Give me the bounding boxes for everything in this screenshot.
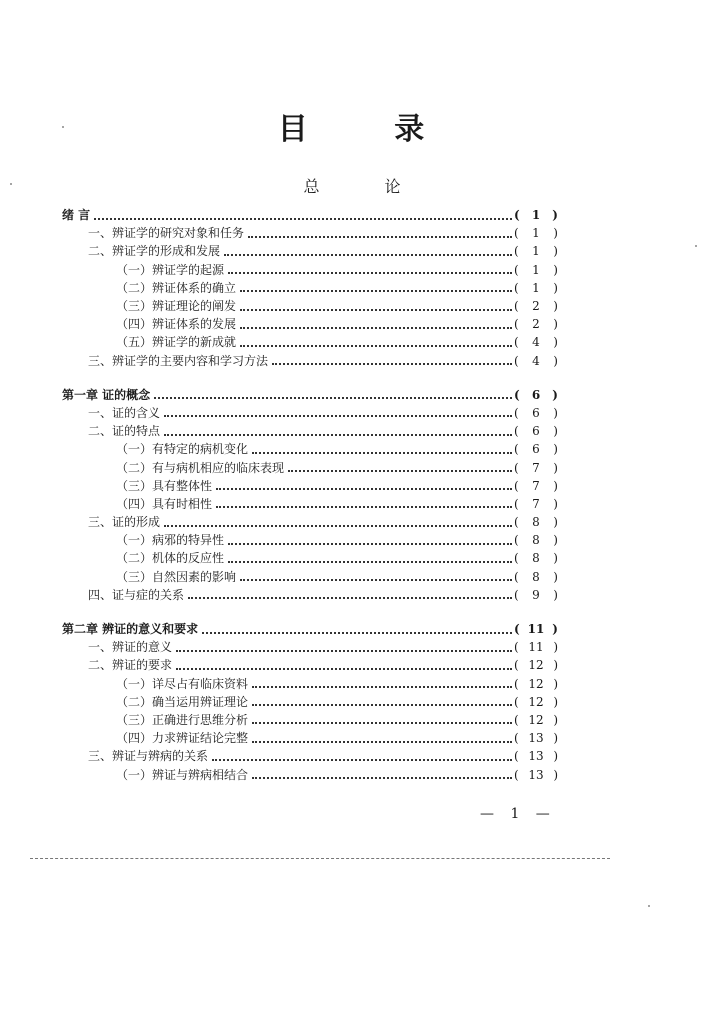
toc-subsection-row [62,531,558,549]
toc-page-ref: ( 13 ) [514,749,558,764]
toc-page-ref: ( 6 ) [514,405,558,420]
toc-entry-title: （三）具有整体性 [116,478,213,493]
page-number: — 1 — [480,806,556,822]
toc-page-ref: ( 1 ) [514,208,558,223]
page-title: 目 录 [277,112,463,147]
toc-entry-title: （三）正确进行思维分析 [116,712,249,727]
toc-page-ref: ( 1 ) [514,262,558,277]
toc-entry-title: （四）具有时相性 [116,496,213,511]
toc-section-row [62,422,558,440]
toc-subsection-row [62,261,558,279]
toc-page-number: 13 [528,731,544,746]
toc-page-ref: ( 8 ) [514,569,558,584]
dot-leader [188,596,512,599]
dot-leader [252,776,512,779]
toc-page-ref: ( 7 ) [514,460,558,475]
toc-subsection-row [62,693,558,711]
toc-chapter-row [62,386,558,404]
toc-page-number: 1 [532,280,540,295]
toc-subsection-row [62,711,558,729]
dot-leader [154,396,512,399]
toc-entry-title: （五）辨证学的新成就 [116,335,237,350]
toc-page-ref: ( 11 ) [514,640,558,655]
toc-page-number: 8 [532,515,540,530]
toc-page-ref: ( 13 ) [514,767,558,782]
toc-entry-title: （一）有特定的病机变化 [116,442,249,457]
toc-page-number: 11 [528,640,544,655]
toc-page-ref: ( 9 ) [514,587,558,602]
dot-leader [252,721,512,724]
toc-entry-title: （二）辨证体系的确立 [116,280,237,295]
toc-page-ref: ( 6 ) [514,442,558,457]
table-of-contents [62,206,558,784]
toc-subsection-row [62,458,558,476]
toc-entry-title: 三、辨证与辨病的关系 [88,749,209,764]
toc-page-number: 11 [527,622,545,637]
toc-page-ref: ( 2 ) [514,317,558,332]
toc-section-row [62,656,558,674]
toc-page-number: 6 [531,387,541,402]
toc-entry-title: （四）力求辨证结论完整 [116,731,249,746]
scan-speck [62,126,64,128]
toc-page-number: 4 [532,353,540,368]
toc-page-number: 4 [532,335,540,350]
toc-page-ref: ( 12 ) [514,694,558,709]
toc-page-number: 1 [532,226,540,241]
dot-leader [252,740,512,743]
toc-entry-title: 二、辨证的要求 [88,658,173,673]
toc-subsection-row [62,297,558,315]
toc-page-ref: ( 1 ) [514,244,558,259]
toc-page-number: 12 [528,658,544,673]
dot-leader [164,433,512,436]
toc-entry-title: （四）辨证体系的发展 [116,317,237,332]
dot-leader [248,235,512,238]
toc-section-row [62,513,558,531]
dot-leader [176,667,512,670]
toc-page-ref: ( 2 ) [514,299,558,314]
toc-page-number: 13 [528,749,544,764]
toc-page-ref: ( 4 ) [514,353,558,368]
dot-leader [240,344,512,347]
toc-entry-title: （二）确当运用辨证理论 [116,694,249,709]
toc-page-number: 12 [528,694,544,709]
toc-page-number: 7 [532,460,540,475]
toc-subsection-row [62,675,558,693]
toc-entry-title: （一）详尽占有临床资料 [116,676,249,691]
toc-page-ref: ( 1 ) [514,226,558,241]
dot-leader [228,271,512,274]
dot-leader [288,469,512,472]
toc-page-number: 13 [528,767,544,782]
toc-entry-title: 二、辨证学的形成和发展 [88,244,221,259]
toc-page-number: 2 [532,317,540,332]
toc-page-ref: ( 8 ) [514,533,558,548]
toc-entry-title: 第二章 辨证的意义和要求 [62,622,199,637]
dot-leader [228,542,512,545]
toc-entry-title: 一、辨证的意义 [88,640,173,655]
dot-leader [240,289,512,292]
toc-page-number: 6 [532,442,540,457]
toc-section-row [62,242,558,260]
toc-page-number: 1 [532,262,540,277]
toc-entry-title: 三、证的形成 [88,515,161,530]
toc-subsection-row [62,549,558,567]
toc-chapter-row [62,206,558,224]
toc-subsection-row [62,477,558,495]
toc-entry-title: （一）辨证与辨病相结合 [116,767,249,782]
dot-leader [212,758,512,761]
toc-page-ref: ( 13 ) [514,731,558,746]
toc-page-ref: ( 12 ) [514,658,558,673]
toc-page-number: 7 [532,478,540,493]
toc-page-ref: ( 6 ) [514,424,558,439]
section-heading: 总 论 [303,177,431,196]
toc-page-number: 1 [532,244,540,259]
toc-page-ref: ( 11 ) [514,622,558,637]
toc-page-ref: ( 7 ) [514,496,558,511]
toc-entry-title: （二）机体的反应性 [116,551,225,566]
toc-entry-title: （二）有与病机相应的临床表现 [116,460,285,475]
dot-leader [202,631,512,634]
toc-entry-title: 绪 言 [62,208,91,223]
dot-leader [240,578,512,581]
dot-leader [252,451,512,454]
toc-page-ref: ( 6 ) [514,387,558,402]
toc-page-number: 6 [532,405,540,420]
toc-subsection-row [62,568,558,586]
toc-entry-title: 一、辨证学的研究对象和任务 [88,226,245,241]
toc-section-row [62,747,558,765]
toc-section-row [62,224,558,242]
toc-subsection-row [62,495,558,513]
toc-subsection-row [62,765,558,783]
dot-leader [252,703,512,706]
toc-entry-title: （一）病邪的特异性 [116,533,225,548]
toc-entry-title: 二、证的特点 [88,424,161,439]
dot-leader [272,362,512,365]
dot-leader [240,326,512,329]
toc-entry-title: （一）辨证学的起源 [116,262,225,277]
dot-leader [224,253,512,256]
toc-entry-title: 三、辨证学的主要内容和学习方法 [88,353,269,368]
toc-page-number: 8 [532,551,540,566]
toc-page-number: 1 [531,208,541,223]
toc-subsection-row [62,440,558,458]
toc-page-number: 12 [528,712,544,727]
toc-section-row [62,638,558,656]
toc-page-number: 8 [532,533,540,548]
dot-leader [176,649,512,652]
toc-page-ref: ( 4 ) [514,335,558,350]
toc-page-ref: ( 12 ) [514,676,558,691]
scan-edge-line [30,858,610,859]
dot-leader [240,308,512,311]
toc-section-row [62,586,558,604]
toc-subsection-row [62,333,558,351]
toc-section-row [62,352,558,370]
dot-leader [228,560,512,563]
scan-speck [695,245,697,247]
toc-page-number: 9 [532,587,540,602]
toc-page-number: 12 [528,676,544,691]
toc-page-number: 7 [532,496,540,511]
toc-entry-title: 一、证的含义 [88,405,161,420]
scan-speck [648,905,650,907]
dot-leader [216,487,512,490]
toc-entry-title: （三）自然因素的影响 [116,569,237,584]
toc-page-number: 2 [532,299,540,314]
toc-subsection-row [62,279,558,297]
toc-page-ref: ( 12 ) [514,712,558,727]
toc-page-number: 8 [532,569,540,584]
toc-page-ref: ( 8 ) [514,551,558,566]
dot-leader [252,685,512,688]
toc-page-number: 6 [532,424,540,439]
toc-page-ref: ( 1 ) [514,280,558,295]
toc-section-row [62,404,558,422]
toc-entry-title: （三）辨证理论的阐发 [116,299,237,314]
dot-leader [164,524,512,527]
toc-subsection-row [62,729,558,747]
toc-subsection-row [62,315,558,333]
dot-leader [164,414,512,417]
toc-entry-title: 第一章 证的概念 [62,387,151,402]
toc-entry-title: 四、证与症的关系 [88,587,185,602]
dot-leader [216,505,512,508]
toc-page-ref: ( 7 ) [514,478,558,493]
toc-chapter-row [62,620,558,638]
dot-leader [94,217,512,220]
toc-page-ref: ( 8 ) [514,515,558,530]
scan-speck [10,183,12,185]
